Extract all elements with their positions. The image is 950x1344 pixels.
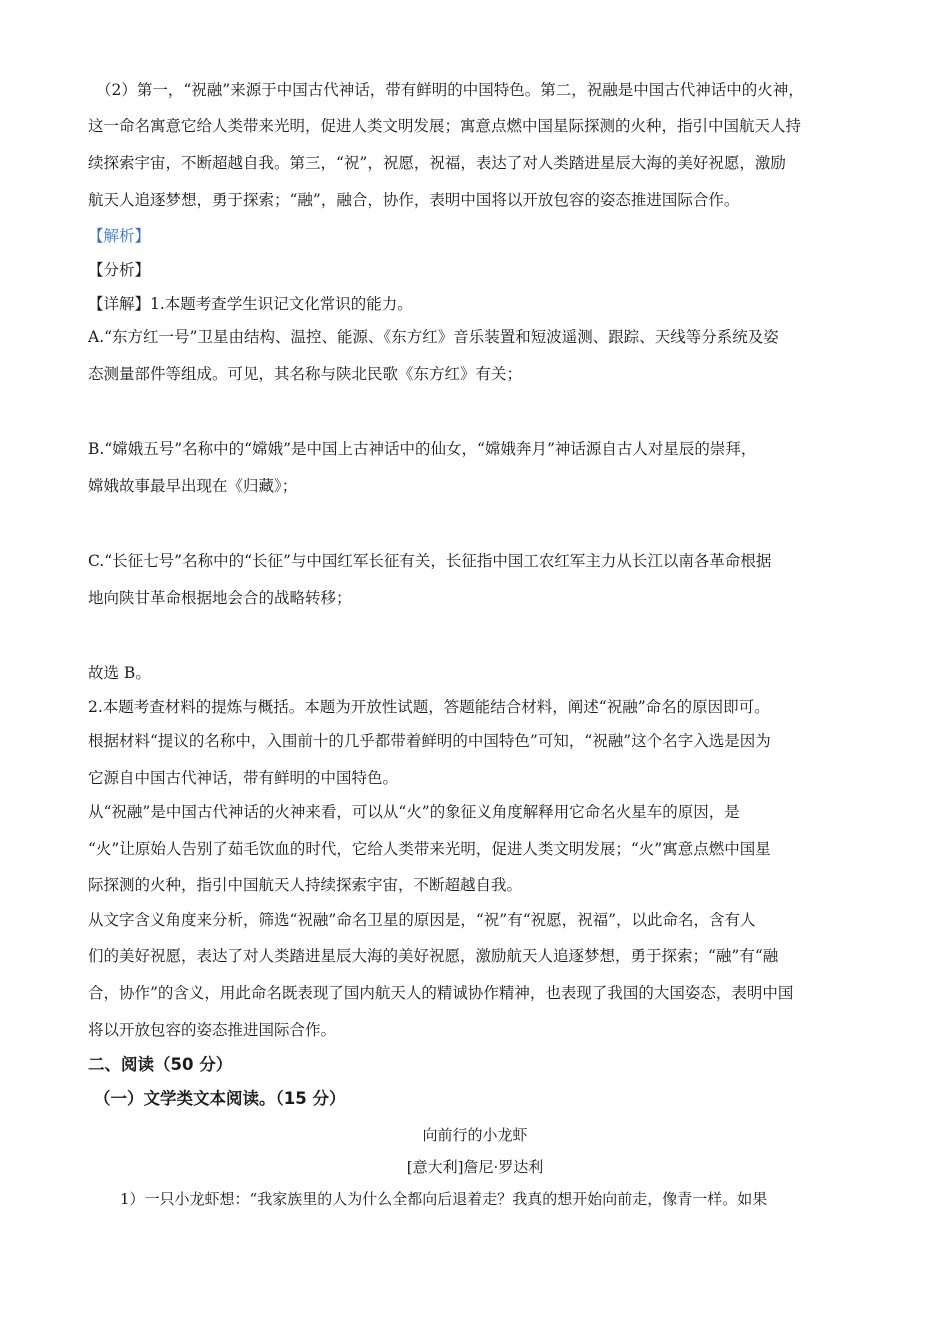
answer2-line: 这一命名寓意它给人类带来光明，促进人类文明发展；寓意点燃中国星际探测的火种，指引中国航天人持	[88, 117, 802, 135]
answer2-line: 航天人追逐梦想，勇于探索；“融”，融合，协作，表明中国将以开放包容的姿态推进国际合作。	[88, 191, 740, 209]
analysis2-line: 2.本题考查材料的提炼与概括。本题为开放性试题，答题能结合材料，阐述“祝融”命名的原因即可。	[88, 698, 770, 716]
analysis2-line: 合，协作”的含义，用此命名既表现了国内航天人的精诚协作精神，也表现了我国的大国姿态，表明中国	[88, 984, 794, 1002]
fenxi-label: 【分析】	[88, 261, 151, 279]
story-author: [意大利]詹尼·罗达利	[406, 1158, 544, 1176]
xiangjie-label: 【详解】1.本题考查学生识记文化常识的能力。	[88, 295, 413, 313]
analysis2-line: 际探测的火种，指引中国航天人持续探索宇宙，不断超越自我。	[88, 876, 523, 894]
option-c-line: C.“长征七号”名称中的“长征”与中国红军长征有关，长征指中国工农红军主力从长江以南各革命根据	[88, 552, 772, 570]
answer2-line: 续探索宇宙，不断超越自我。第三，“祝”，祝愿，祝福，表达了对人类踏进星辰大海的美好祝愿，激励	[88, 154, 786, 172]
story-title: 向前行的小龙虾	[422, 1126, 528, 1144]
option-b-line: 嫦娥故事最早出现在《归藏》；	[88, 477, 298, 495]
option-b-line: B.“嫦娥五号”名称中的“嫦娥”是中国上古神话中的仙女，“嫦娥奔月”神话源自古人对星辰的崇拜，	[88, 440, 757, 458]
choice-line: 故选 B。	[88, 664, 151, 682]
story-paragraph-line: 1）一只小龙虾想：“我家族里的人为什么全都向后退着走？我真的想开始向前走，像青一样。如果	[120, 1190, 768, 1208]
analysis2-line: 根据材料“提议的名称中，入围前十的几乎都带着鲜明的中国特色”可知，“祝融”这个名字入选是因为	[88, 732, 771, 750]
section-subtitle: （一）文学类文本阅读。（15 分）	[94, 1089, 346, 1108]
answer2-line: （2）第一，“祝融”来源于中国古代神话，带有鲜明的中国特色。第二，祝融是中国古代神话中的火神，	[96, 81, 804, 99]
section-title: 二、阅读（50 分）	[88, 1055, 233, 1074]
analysis2-line: “火”让原始人告别了茹毛饮血的时代，它给人类带来光明，促进人类文明发展；“火”寓意点燃中国星	[88, 840, 771, 858]
jiexi-label: 【解析】	[88, 227, 151, 245]
analysis2-line: 们的美好祝愿，表达了对人类踏进星辰大海的美好祝愿，激励航天人追逐梦想，勇于探索；“融”有“融	[88, 947, 779, 965]
analysis2-line: 从“祝融”是中国古代神话的火神来看，可以从“火”的象征义角度解释用它命名火星车的原因，是	[88, 803, 740, 821]
option-a-line: A.“东方红一号”卫星由结构、温控、能源、《东方红》音乐装置和短波遥测、跟踪、天线等分系统及姿	[88, 328, 779, 346]
analysis2-line: 它源自中国古代神话，带有鲜明的中国特色。	[88, 769, 399, 787]
option-a-line: 态测量部件等组成。可见，其名称与陕北民歌《东方红》有关；	[88, 365, 523, 383]
option-c-line: 地向陕甘革命根据地会合的战略转移；	[88, 589, 352, 607]
analysis2-line: 将以开放包容的姿态推进国际合作。	[88, 1021, 337, 1039]
analysis2-line: 从文字含义角度来分析，筛选“祝融”命名卫星的原因是，“祝”有“祝愿，祝福”，以此命名，含有人	[88, 911, 756, 929]
